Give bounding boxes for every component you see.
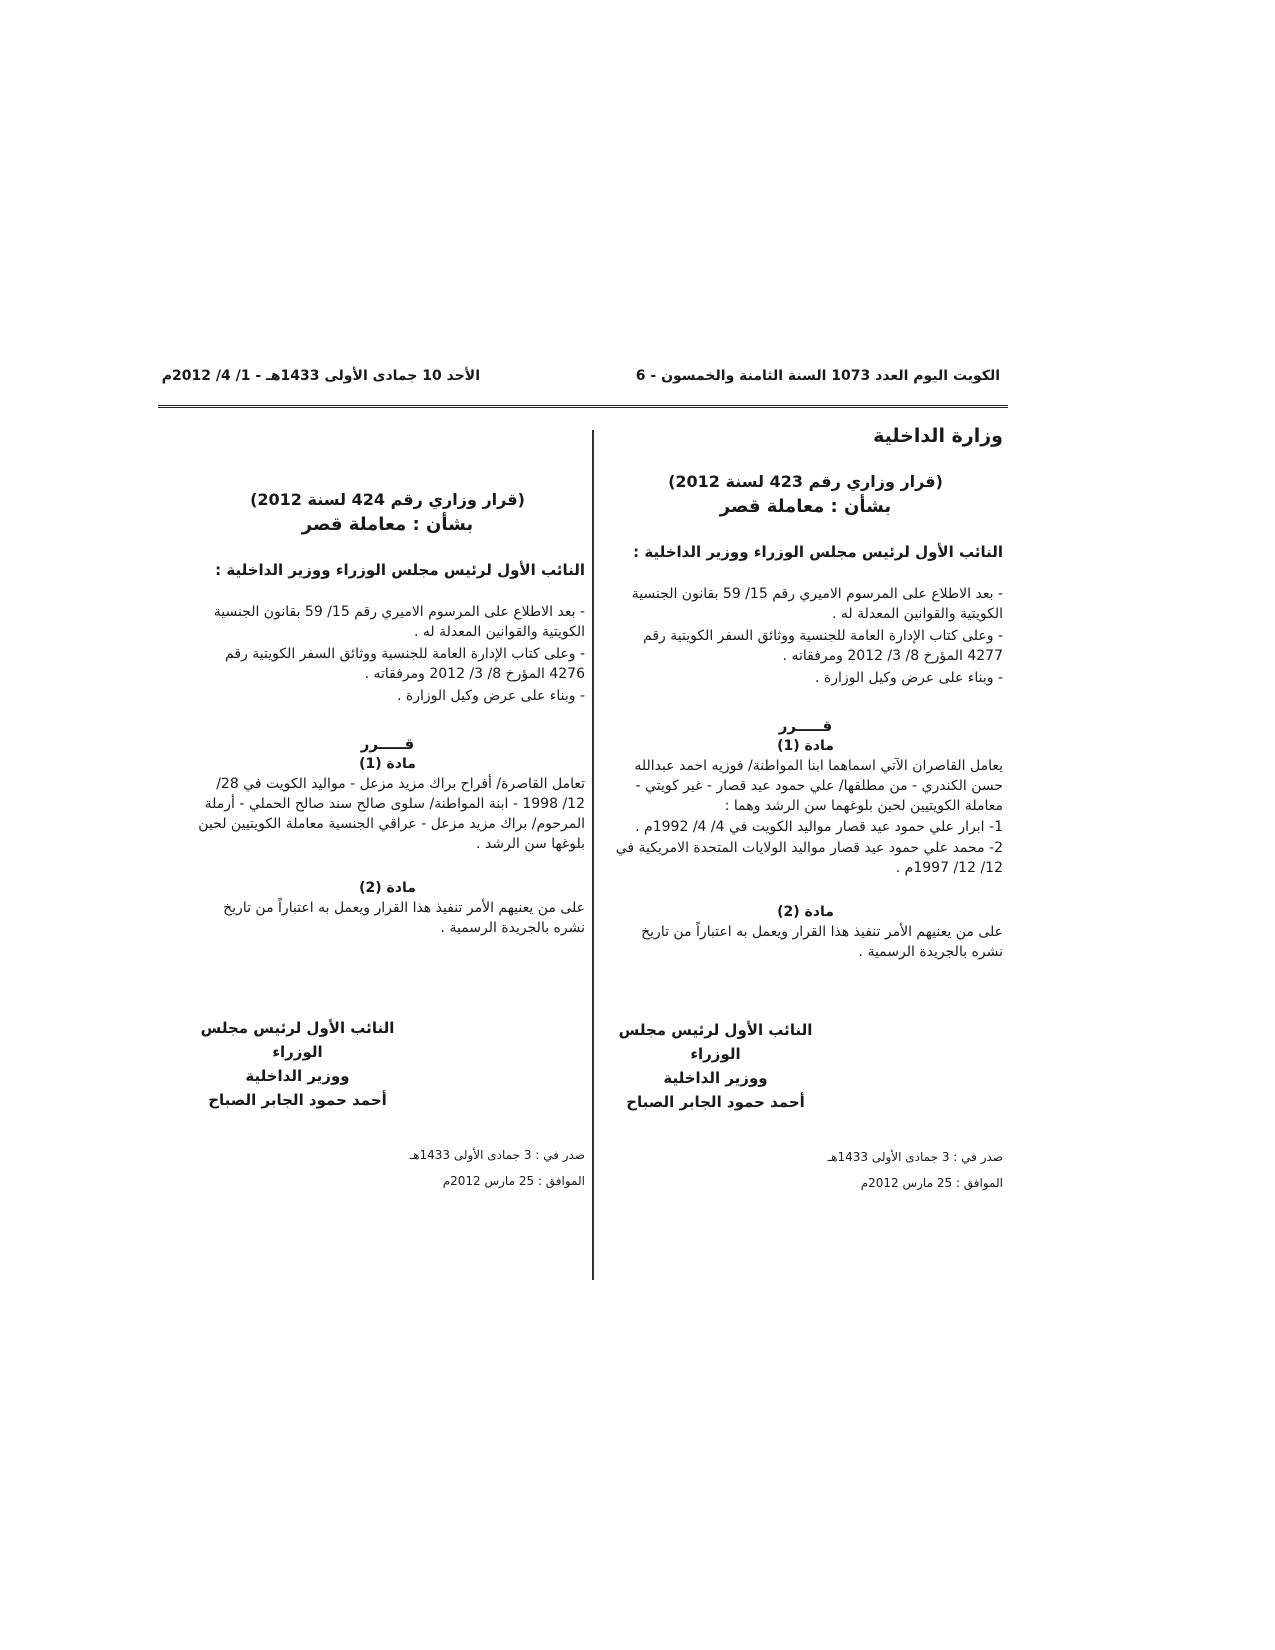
issued-line: صدر في : 3 جمادى الأولى 1433هـ <box>409 1148 585 1162</box>
decree-424-signature <box>190 1016 585 1112</box>
decree-423-subject: بشأن : معاملة قصر <box>719 496 892 517</box>
issued-line: الموافق : 25 مارس 2012م <box>442 1174 585 1188</box>
decree-423-issued <box>608 1144 1003 1196</box>
decree-423-article2-heading: مادة (2) <box>777 904 834 920</box>
preamble-item: - وعلى كتاب الإدارة العامة للجنسية ووثائق السفر الكويتية رقم 4277 المؤرخ 8/ 3/ 2012 ومرفقاته . <box>643 628 1003 664</box>
preamble-item: - بعد الاطلاع على المرسوم الاميري رقم 15/ 59 بقانون الجنسية الكويتية والقوانين المعدلة له . <box>213 604 585 640</box>
decree-423-article2: على من يعنيهم الأمر تنفيذ هذا القرار ويعمل به اعتباراً من تاريخ نشره بالجريدة الرسمية . <box>641 924 1003 960</box>
decree-423-title: (قرار وزاري رقم 423 لسنة 2012) <box>668 472 943 491</box>
header-date: الأحد 10 جمادى الأولى 1433هـ - 1/ 4/ 2012م <box>161 368 480 384</box>
preamble-item: - وبناء على عرض وكيل الوزارة . <box>815 670 1003 686</box>
decree-423-preamble <box>608 584 1003 688</box>
article-line: يعامل القاصران الآتي اسماهما ابنا المواطنة/ فوزيه احمد عبدالله حسن الكندري - من مطلقها/ علي حمود عيد قصار - غير كويتي - معاملة الكويتيين لحين بلوغهما سن الرشد وهما : <box>634 758 1003 814</box>
decree-424-decides: قـــــرر <box>360 735 415 753</box>
decree-424-article2: على من يعنيهم الأمر تنفيذ هذا القرار ويعمل به اعتباراً من تاريخ نشره بالجريدة الرسمية . <box>223 900 585 936</box>
decree-424-subject: بشأن : معاملة قصر <box>301 514 474 535</box>
decree-423-article1 <box>608 756 1003 878</box>
preamble-item: - وعلى كتاب الإدارة العامة للجنسية ووثائق السفر الكويتية رقم 4276 المؤرخ 8/ 3/ 2012 ومرفقاته . <box>225 646 585 682</box>
article-line: تعامل القاصرة/ أفراح براك مزيد مزعل - مواليد الكويت في 28/ 12/ 1998 - ابنة المواطنة/ سلوى صالح سند صالح الحملي - أرملة المرحوم/ براك مزيد مزعل - عراقي الجنسية معاملة الكويتيين لحين بلوغها سن الرشد . <box>198 776 585 852</box>
issued-line: صدر في : 3 جمادى الأولى 1433هـ <box>827 1150 1003 1164</box>
decree-424-authority: النائب الأول لرئيس مجلس الوزراء ووزير الداخلية : <box>215 561 585 579</box>
signature-line: النائب الأول لرئيس مجلس الوزراء <box>200 1019 395 1061</box>
decree-424 <box>190 488 585 1194</box>
article-line: 1- ابرار علي حمود عيد قصار مواليد الكويت في 4/ 4/ 1992م . <box>635 819 1003 835</box>
header-rule <box>158 405 1008 408</box>
issued-line: الموافق : 25 مارس 2012م <box>860 1176 1003 1190</box>
decree-424-article1-heading: مادة (1) <box>359 756 416 772</box>
decree-423-signature <box>608 1018 1003 1114</box>
article-line: 2- محمد علي حمود عيد قصار مواليد الولايات المتحدة الامريكية في 12/ 12/ 1997م . <box>615 840 1003 876</box>
decree-423 <box>608 470 1003 1196</box>
signature-line: النائب الأول لرئيس مجلس الوزراء <box>618 1021 813 1063</box>
decree-423-authority: النائب الأول لرئيس مجلس الوزراء ووزير الداخلية : <box>633 543 1003 561</box>
header-issue-info: الكويت اليوم العدد 1073 السنة الثامنة والخمسون - 6 <box>635 368 1000 384</box>
column-divider <box>592 430 594 1280</box>
decree-423-article1-heading: مادة (1) <box>777 738 834 754</box>
signature-line: ووزير الداخلية <box>245 1067 350 1085</box>
decree-424-issued <box>190 1142 585 1194</box>
preamble-item: - وبناء على عرض وكيل الوزارة . <box>397 688 585 704</box>
signature-line: أحمد حمود الجابر الصباح <box>626 1093 805 1111</box>
decree-424-article1 <box>190 774 585 854</box>
preamble-item: - بعد الاطلاع على المرسوم الاميري رقم 15/ 59 بقانون الجنسية الكويتية والقوانين المعدلة له . <box>631 586 1003 622</box>
decree-424-title: (قرار وزاري رقم 424 لسنة 2012) <box>250 490 525 509</box>
decree-424-preamble <box>190 602 585 706</box>
decree-423-decides: قـــــرر <box>778 717 833 735</box>
signature-line: ووزير الداخلية <box>663 1069 768 1087</box>
decree-424-article2-heading: مادة (2) <box>359 880 416 896</box>
signature-line: أحمد حمود الجابر الصباح <box>208 1091 387 1109</box>
ministry-name: وزارة الداخلية <box>873 425 1003 447</box>
